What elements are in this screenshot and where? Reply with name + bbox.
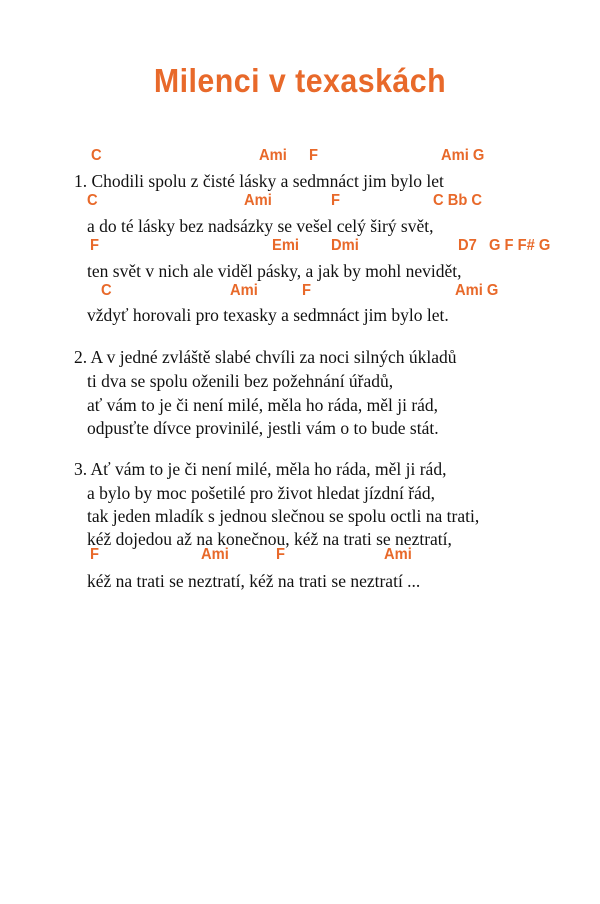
chord: Emi [272, 237, 299, 254]
lyric-line: 2. A v jedné zvláště slabé chvíli za noci silných úkladů [74, 347, 457, 367]
chord: F [276, 546, 285, 563]
lyric-line: 1. Chodili spolu z čisté lásky a sedmnáct jim bylo let [74, 171, 444, 191]
lyric-line: ať vám to je či není milé, měla ho ráda, měl ji rád, [87, 395, 439, 415]
chord: C [87, 192, 98, 209]
chord: D7 [458, 237, 477, 254]
chord: G F F# G [489, 237, 551, 254]
song-title: Milenci v texaskách [153, 62, 447, 99]
chord: C Bb C [433, 192, 483, 209]
chord: C [91, 147, 102, 164]
chord: Ami [259, 147, 287, 164]
lyric-line: tak jeden mladík s jednou slečnou se spolu octli na trati, [87, 506, 480, 526]
lyric-line: a do té lásky bez nadsázky se vešel celý širý svět, [87, 216, 434, 236]
chord: Ami [201, 546, 229, 563]
lyric-line: kéž na trati se neztratí, kéž na trati se neztratí ... [87, 571, 421, 591]
chord: Dmi [331, 237, 359, 254]
lyric-line: 3. Ať vám to je či není milé, měla ho ráda, měl ji rád, [74, 459, 447, 479]
chord: F [90, 237, 99, 254]
chord: Ami G [455, 282, 499, 299]
chord: Ami [244, 192, 272, 209]
chord: F [90, 546, 99, 563]
chord: F [309, 147, 318, 164]
lyric-line: odpusťte dívce provinilé, jestli vám o to bude stát. [87, 418, 439, 438]
chord: Ami G [441, 147, 485, 164]
chord: F [331, 192, 340, 209]
chord: F [302, 282, 311, 299]
lyric-line: vždyť horovali pro texasky a sedmnáct jim bylo let. [87, 305, 449, 325]
lyric-line: a bylo by moc pošetilé pro život hledat jízdní řád, [87, 483, 435, 503]
chord: Ami [230, 282, 258, 299]
chord: Ami [384, 546, 412, 563]
chord: C [101, 282, 112, 299]
lyric-line: ten svět v nich ale viděl pásky, a jak by mohl nevidět, [87, 261, 462, 281]
lyric-line: kéž dojedou až na konečnou, kéž na trati se neztratí, [87, 529, 452, 549]
lyric-line: ti dva se spolu oženili bez požehnání úřadů, [87, 371, 394, 391]
